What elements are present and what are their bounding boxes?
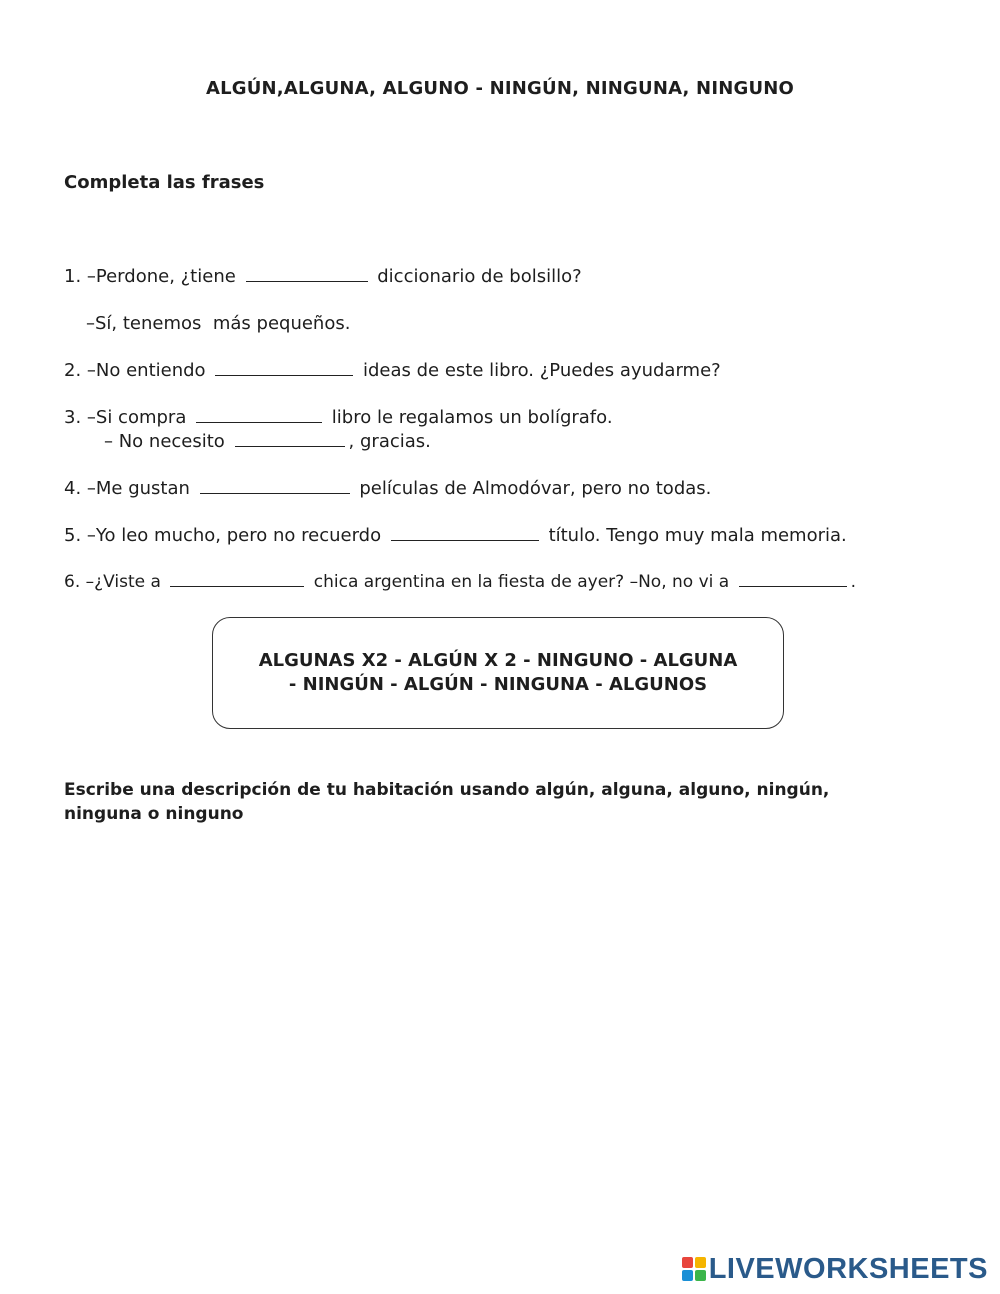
word-bank-line-2: - NINGÚN - ALGÚN - NINGUNA - ALGUNOS	[288, 674, 708, 695]
logo-cube-green	[695, 1270, 706, 1281]
answer-blank-4[interactable]	[235, 432, 345, 447]
answer-blank-8[interactable]	[739, 572, 847, 587]
sentence-6: 6. –¿Viste a chica argentina en la fiesta de ayer? –No, no vi a .	[64, 572, 856, 592]
sentence-3-reply: – No necesito , gracias.	[104, 431, 431, 452]
word-bank-line-1: ALGUNAS X2 - ALGÚN X 2 - NINGUNO - ALGUNA	[258, 650, 738, 671]
answer-blank-3[interactable]	[196, 408, 322, 423]
sentence-5: 5. –Yo leo mucho, pero no recuerdo título. Tengo muy mala memoria.	[64, 525, 847, 546]
sentence-3: 3. –Si compra libro le regalamos un bolígrafo.	[64, 407, 613, 428]
logo-cube-red	[682, 1257, 693, 1268]
sentence-1-reply: –Sí, tenemos más pequeños.	[86, 313, 351, 334]
word-bank-box	[212, 617, 784, 729]
answer-blank-2[interactable]	[215, 361, 353, 376]
worksheet-title: ALGÚN,ALGUNA, ALGUNO - NINGÚN, NINGUNA, NINGUNO	[205, 78, 795, 99]
logo-cube-blue	[682, 1270, 693, 1281]
section2-heading-line-1: Escribe una descripción de tu habitación usando algún, alguna, alguno, ningún,	[64, 780, 830, 800]
logo-cube-yellow	[695, 1257, 706, 1268]
logo-cubes-icon	[682, 1257, 706, 1281]
sentence-2: 2. –No entiendo ideas de este libro. ¿Puedes ayudarme?	[64, 360, 721, 381]
answer-blank-7[interactable]	[170, 572, 304, 587]
answer-blank-5[interactable]	[200, 479, 350, 494]
answer-blank-6[interactable]	[391, 526, 539, 541]
liveworksheets-logo	[682, 1253, 988, 1285]
logo-text: LIVEWORKSHEETS	[708, 1252, 988, 1285]
sentence-1: 1. –Perdone, ¿tiene diccionario de bolsillo?	[64, 266, 582, 287]
sentence-4: 4. –Me gustan películas de Almodóvar, pero no todas.	[64, 478, 712, 499]
section2-heading-line-2: ninguna o ninguno	[64, 804, 244, 824]
section1-heading: Completa las frases	[64, 172, 265, 193]
answer-blank-1[interactable]	[246, 267, 368, 282]
